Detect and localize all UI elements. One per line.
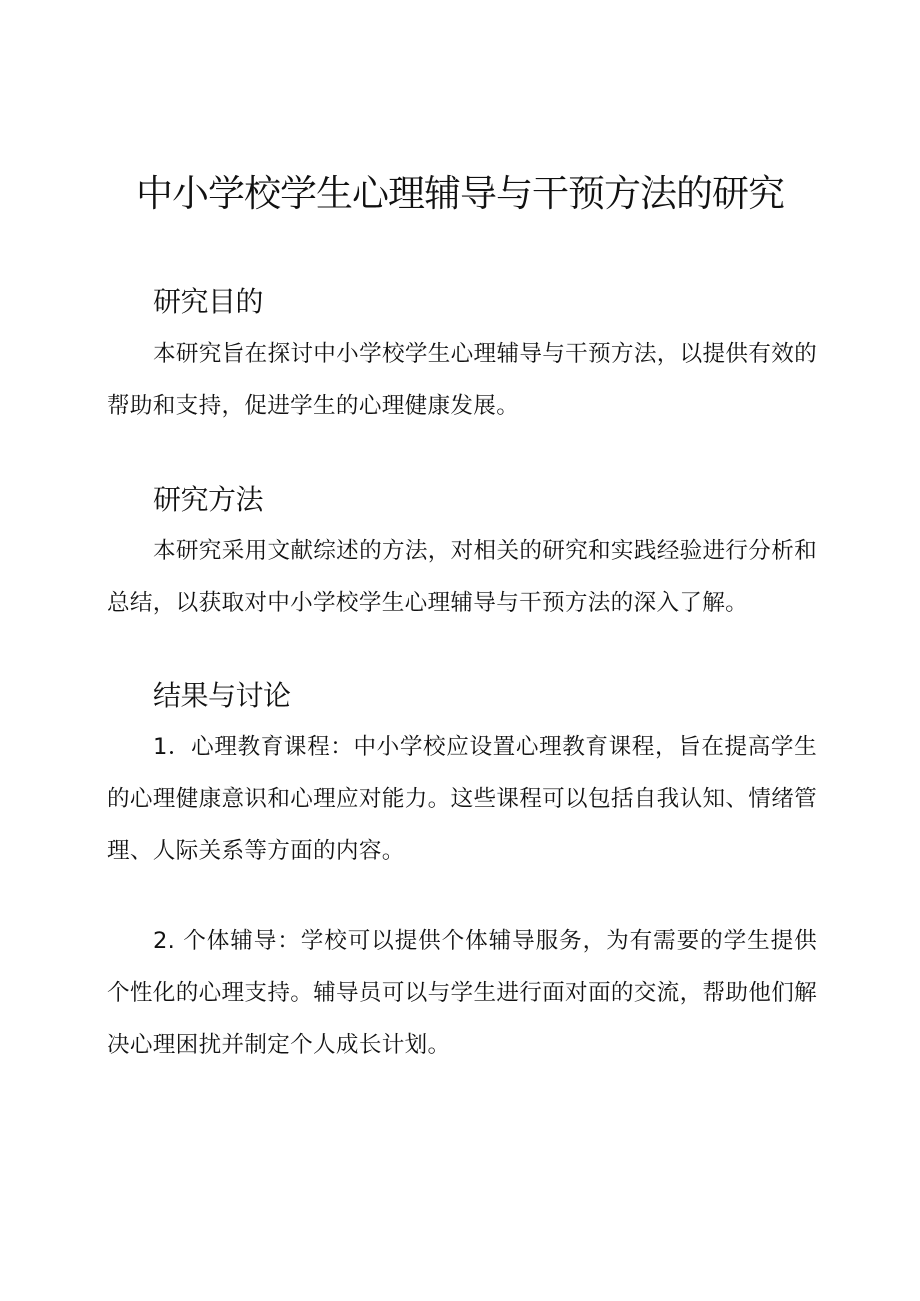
section-heading-results: 结果与讨论 <box>153 679 291 712</box>
section-paragraph-purpose: 本研究旨在探讨中小学校学生心理辅导与干预方法，以提供有效的帮助和支持，促进学生的心理健康发展。 <box>107 341 817 419</box>
section-heading-purpose: 研究目的 <box>153 285 264 318</box>
section-paragraph-method: 本研究采用文献综述的方法，对相关的研究和实践经验进行分析和总结，以获取对中小学校学生心理辅导与干预方法的深入了解。 <box>107 538 817 616</box>
document-title: 中小学校学生心理辅导与干预方法的研究 <box>136 172 784 215</box>
results-item-1-paragraph: 1．心理教育课程：中小学校应设置心理教育课程，旨在提高学生的心理健康意识和心理应对能力。这些课程可以包括自我认知、情绪管理、人际关系等方面的内容。 <box>107 734 817 864</box>
results-item-2-paragraph: 2. 个体辅导：学校可以提供个体辅导服务，为有需要的学生提供个性化的心理支持。辅导员可以与学生进行面对面的交流，帮助他们解决心理困扰并制定个人成长计划。 <box>107 928 817 1058</box>
section-heading-method: 研究方法 <box>153 483 264 516</box>
